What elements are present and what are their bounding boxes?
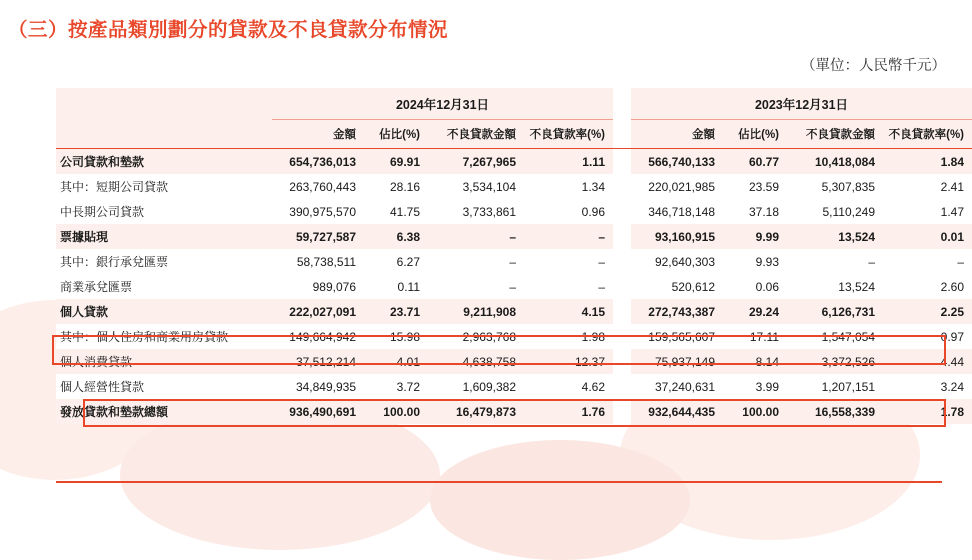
row-gap-cell — [613, 374, 631, 399]
cell-2023-npl-amount: 10,418,084 — [787, 149, 883, 175]
cell-2024-npl-ratio: 1.76 — [524, 399, 613, 424]
cell-2024-amount: 936,490,691 — [272, 399, 364, 424]
cell-2023-npl-amount: 5,110,249 — [787, 199, 883, 224]
cell-2023-npl-amount: 13,524 — [787, 224, 883, 249]
cell-2023-npl-amount: 1,207,151 — [787, 374, 883, 399]
cell-2024-npl-ratio: – — [524, 274, 613, 299]
row-label: 發放貸款和墊款總額 — [56, 399, 272, 424]
header-2024-share: 佔比(%) — [364, 120, 428, 149]
header-2023-amount: 金額 — [631, 120, 723, 149]
cell-2023-npl-amount: 1,547,054 — [787, 324, 883, 349]
table-row — [56, 324, 972, 349]
cell-2024-npl-amount: 16,479,873 — [428, 399, 524, 424]
header-2024-npl-amount: 不良貸款金額 — [428, 120, 524, 149]
header-2024-amount: 金額 — [272, 120, 364, 149]
table-header — [56, 88, 972, 149]
cell-2023-share: 29.24 — [723, 299, 787, 324]
cell-2023-npl-ratio: 2.25 — [883, 299, 972, 324]
cell-2024-amount: 34,849,935 — [272, 374, 364, 399]
row-label: 商業承兌匯票 — [56, 274, 272, 299]
row-gap-cell — [613, 349, 631, 374]
cell-2024-npl-amount: – — [428, 274, 524, 299]
cell-2023-share: 37.18 — [723, 199, 787, 224]
row-gap-cell — [613, 399, 631, 424]
row-gap-cell — [613, 324, 631, 349]
cell-2023-amount: 220,021,985 — [631, 174, 723, 199]
table-row — [56, 149, 972, 175]
cell-2023-amount: 566,740,133 — [631, 149, 723, 175]
header-2023-npl-ratio: 不良貸款率(%) — [883, 120, 972, 149]
row-label: 個人貸款 — [56, 299, 272, 324]
header-gap — [613, 120, 631, 149]
table-row — [56, 299, 972, 324]
header-row-label — [56, 120, 272, 149]
cell-2024-amount: 58,738,511 — [272, 249, 364, 274]
cell-2024-share: 41.75 — [364, 199, 428, 224]
cell-2023-share: 17.11 — [723, 324, 787, 349]
cell-2023-share: 60.77 — [723, 149, 787, 175]
cell-2023-npl-ratio: – — [883, 249, 972, 274]
row-gap-cell — [613, 299, 631, 324]
cell-2024-npl-amount: 9,211,908 — [428, 299, 524, 324]
cell-2023-npl-ratio: 0.01 — [883, 224, 972, 249]
header-period-row — [56, 88, 972, 120]
cell-2023-share: 100.00 — [723, 399, 787, 424]
header-gap — [613, 88, 631, 120]
cell-2023-npl-ratio: 0.97 — [883, 324, 972, 349]
row-gap-cell — [613, 174, 631, 199]
row-gap-cell — [613, 149, 631, 175]
cell-2024-amount: 37,512,214 — [272, 349, 364, 374]
unit-note: （單位：人民幣千元） — [801, 58, 946, 74]
table-row — [56, 249, 972, 274]
cell-2024-npl-ratio: – — [524, 224, 613, 249]
cell-2023-npl-ratio: 2.60 — [883, 274, 972, 299]
row-label: 其中：銀行承兌匯票 — [56, 249, 272, 274]
cell-2024-npl-amount: – — [428, 224, 524, 249]
header-empty-cell — [56, 88, 272, 120]
cell-2024-npl-ratio: 12.37 — [524, 349, 613, 374]
cell-2023-share: 0.06 — [723, 274, 787, 299]
row-label: 其中：短期公司貸款 — [56, 174, 272, 199]
row-label: 中長期公司貸款 — [56, 199, 272, 224]
cell-2023-npl-ratio: 1.84 — [883, 149, 972, 175]
cell-2023-amount: 932,644,435 — [631, 399, 723, 424]
header-2024-npl-ratio: 不良貸款率(%) — [524, 120, 613, 149]
cell-2023-amount: 159,565,607 — [631, 324, 723, 349]
row-gap-cell — [613, 199, 631, 224]
cell-2023-share: 9.93 — [723, 249, 787, 274]
cell-2024-npl-ratio: 1.98 — [524, 324, 613, 349]
cell-2023-npl-ratio: 1.78 — [883, 399, 972, 424]
cell-2023-amount: 272,743,387 — [631, 299, 723, 324]
table-row — [56, 349, 972, 374]
cell-2023-npl-amount: 16,558,339 — [787, 399, 883, 424]
cell-2024-share: 6.38 — [364, 224, 428, 249]
cell-2023-npl-amount: 5,307,835 — [787, 174, 883, 199]
table-row — [56, 199, 972, 224]
cell-2024-npl-ratio: 4.15 — [524, 299, 613, 324]
cell-2024-share: 28.16 — [364, 174, 428, 199]
cell-2024-share: 15.98 — [364, 324, 428, 349]
header-period-2023: 2023年12月31日 — [631, 88, 972, 120]
cell-2024-npl-ratio: 4.62 — [524, 374, 613, 399]
cell-2023-share: 23.59 — [723, 174, 787, 199]
cell-2024-share: 69.91 — [364, 149, 428, 175]
cell-2023-npl-amount: 13,524 — [787, 274, 883, 299]
cell-2024-npl-amount: – — [428, 249, 524, 274]
cell-2024-npl-ratio: – — [524, 249, 613, 274]
cell-2023-npl-amount: 3,372,526 — [787, 349, 883, 374]
row-label: 個人經營性貸款 — [56, 374, 272, 399]
cell-2023-amount: 75,937,149 — [631, 349, 723, 374]
row-gap-cell — [613, 249, 631, 274]
cell-2024-share: 0.11 — [364, 274, 428, 299]
cell-2023-npl-amount: 6,126,731 — [787, 299, 883, 324]
row-label: 其中：個人住房和商業用房貸款 — [56, 324, 272, 349]
cell-2024-npl-amount: 3,733,861 — [428, 199, 524, 224]
cell-2023-npl-ratio: 2.41 — [883, 174, 972, 199]
cell-2024-amount: 390,975,570 — [272, 199, 364, 224]
table-row — [56, 174, 972, 199]
cell-2024-npl-amount: 2,963,768 — [428, 324, 524, 349]
row-label: 公司貸款和墊款 — [56, 149, 272, 175]
cell-2023-share: 9.99 — [723, 224, 787, 249]
cell-2024-share: 3.72 — [364, 374, 428, 399]
cell-2023-amount: 520,612 — [631, 274, 723, 299]
cell-2023-amount: 346,718,148 — [631, 199, 723, 224]
table-row — [56, 274, 972, 299]
row-gap-cell — [613, 274, 631, 299]
cell-2024-npl-amount: 3,534,104 — [428, 174, 524, 199]
cell-2024-amount: 263,760,443 — [272, 174, 364, 199]
cell-2024-npl-amount: 4,638,758 — [428, 349, 524, 374]
cell-2024-share: 23.71 — [364, 299, 428, 324]
cell-2024-npl-amount: 1,609,382 — [428, 374, 524, 399]
header-subcolumn-row — [56, 120, 972, 149]
header-2023-npl-amount: 不良貸款金額 — [787, 120, 883, 149]
header-period-2024: 2024年12月31日 — [272, 88, 613, 120]
table-row — [56, 399, 972, 424]
cell-2023-npl-ratio: 1.47 — [883, 199, 972, 224]
cell-2024-amount: 149,664,942 — [272, 324, 364, 349]
cell-2023-amount: 93,160,915 — [631, 224, 723, 249]
cell-2023-npl-ratio: 4.44 — [883, 349, 972, 374]
table-row — [56, 374, 972, 399]
cell-2024-amount: 989,076 — [272, 274, 364, 299]
cell-2023-npl-ratio: 3.24 — [883, 374, 972, 399]
cell-2023-amount: 92,640,303 — [631, 249, 723, 274]
cell-2024-amount: 59,727,587 — [272, 224, 364, 249]
row-label: 票據貼現 — [56, 224, 272, 249]
cell-2024-npl-ratio: 0.96 — [524, 199, 613, 224]
cell-2024-npl-amount: 7,267,965 — [428, 149, 524, 175]
cell-2024-npl-ratio: 1.34 — [524, 174, 613, 199]
cell-2023-npl-amount: – — [787, 249, 883, 274]
cell-2024-amount: 222,027,091 — [272, 299, 364, 324]
loan-distribution-table-wrapper — [56, 88, 964, 424]
header-2023-share: 佔比(%) — [723, 120, 787, 149]
page-title: （三）按產品類別劃分的貸款及不良貸款分布情況 — [8, 19, 449, 41]
cell-2023-amount: 37,240,631 — [631, 374, 723, 399]
table-row — [56, 224, 972, 249]
cell-2024-share: 6.27 — [364, 249, 428, 274]
loan-distribution-table — [56, 88, 972, 424]
cell-2024-npl-ratio: 1.11 — [524, 149, 613, 175]
cell-2024-amount: 654,736,013 — [272, 149, 364, 175]
cell-2023-share: 3.99 — [723, 374, 787, 399]
cell-2024-share: 100.00 — [364, 399, 428, 424]
cell-2024-share: 4.01 — [364, 349, 428, 374]
table-body — [56, 149, 972, 425]
table-bottom-rule — [56, 481, 942, 483]
cell-2023-share: 8.14 — [723, 349, 787, 374]
row-gap-cell — [613, 224, 631, 249]
row-label: 個人消費貸款 — [56, 349, 272, 374]
